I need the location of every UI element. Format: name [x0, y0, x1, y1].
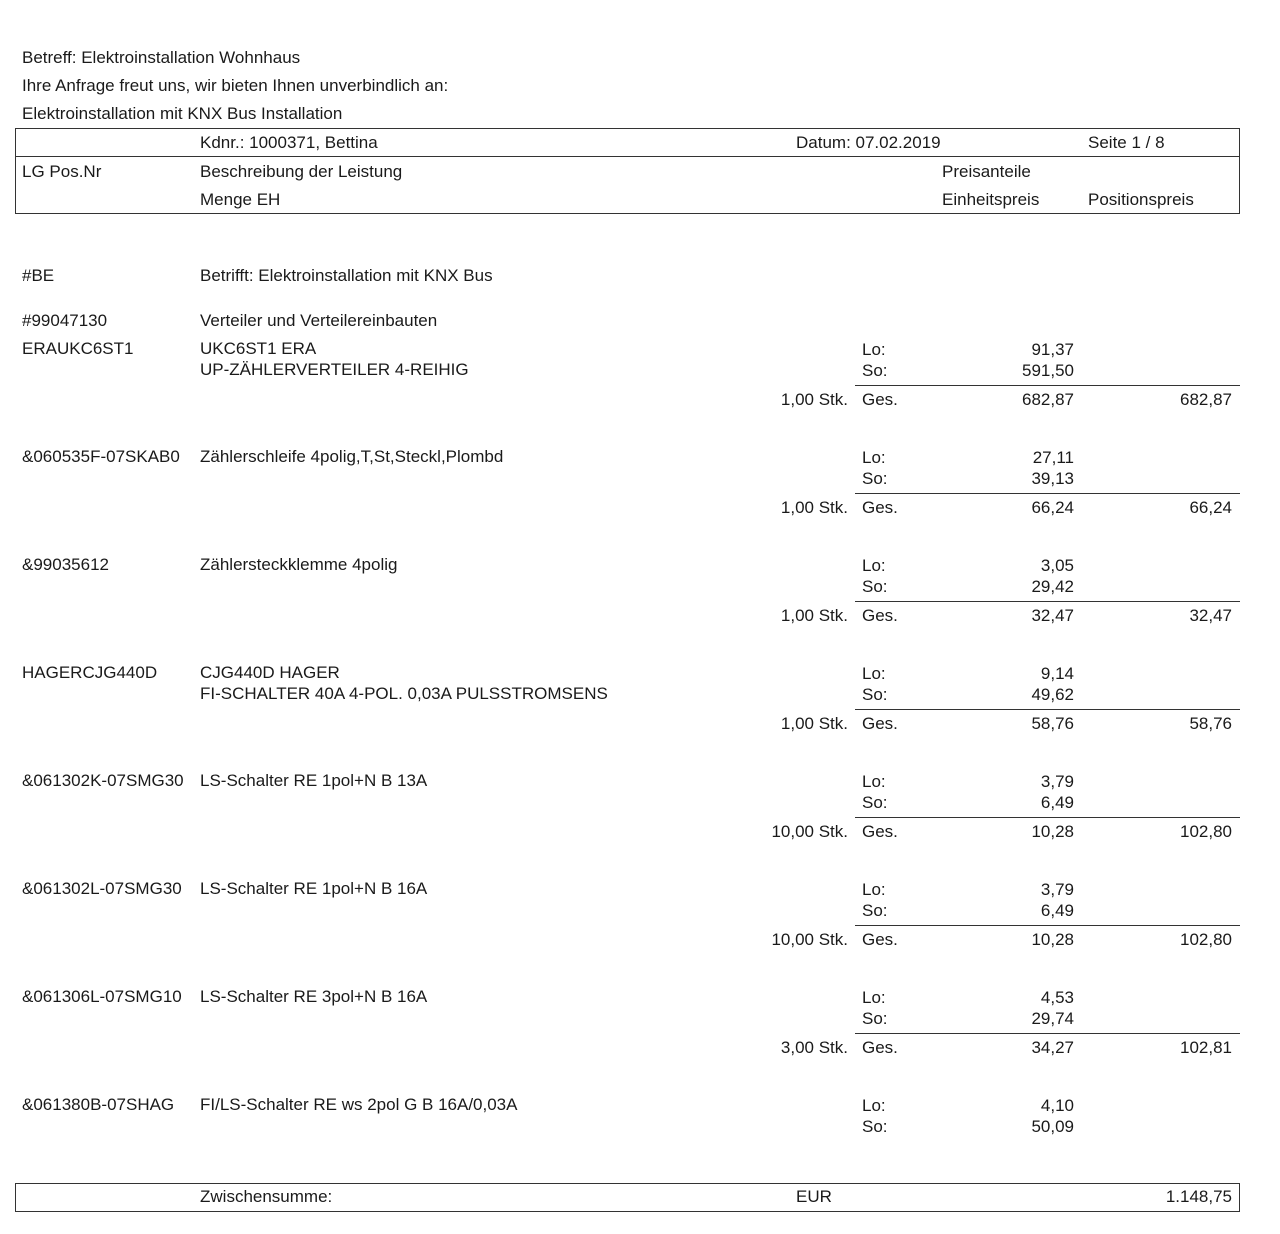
item-code: &061302K-07SMG30 — [22, 771, 184, 790]
column-header-unit-price: Einheitspreis — [942, 190, 1040, 209]
position-price: 66,24 — [1189, 498, 1232, 517]
item-code: &061302L-07SMG30 — [22, 879, 182, 898]
subtotal-divider — [855, 493, 1240, 494]
labor-value: 4,53 — [1040, 988, 1074, 1007]
material-label: So: — [862, 1117, 888, 1136]
position-price: 102,81 — [1180, 1038, 1232, 1057]
subject-line: Betreff: Elektroinstallation Wohnhaus — [22, 48, 301, 67]
group-title: Betrifft: Elektroinstallation mit KNX Bus — [200, 266, 493, 285]
material-label: So: — [862, 901, 888, 920]
total-label: Ges. — [862, 930, 898, 949]
material-label: So: — [862, 469, 888, 488]
customer-number: Kdnr.: 1000371, Bettina — [200, 133, 378, 152]
material-value: 29,74 — [1031, 1009, 1074, 1028]
subtotal-label: Zwischensumme: — [200, 1187, 333, 1206]
subtotal-divider — [855, 601, 1240, 602]
material-value: 29,42 — [1031, 577, 1074, 596]
item-code: &060535F-07SKAB0 — [22, 447, 180, 466]
labor-label: Lo: — [862, 988, 886, 1007]
intro-line: Ihre Anfrage freut uns, wir bieten Ihnen unverbindlich an: — [22, 76, 449, 95]
total-label: Ges. — [862, 714, 898, 733]
subtotal-divider — [855, 709, 1240, 710]
column-header-position-price: Positionspreis — [1088, 190, 1194, 209]
total-label: Ges. — [862, 498, 898, 517]
subtotal-divider — [855, 385, 1240, 386]
material-value: 50,09 — [1031, 1117, 1074, 1136]
material-value: 6,49 — [1040, 793, 1074, 812]
subtotal-currency: EUR — [796, 1187, 832, 1206]
item-code: &061380B-07SHAG — [22, 1095, 175, 1114]
item-code: &061306L-07SMG10 — [22, 987, 182, 1006]
labor-label: Lo: — [862, 448, 886, 467]
subtotal-divider — [855, 817, 1240, 818]
total-label: Ges. — [862, 822, 898, 841]
material-label: So: — [862, 685, 888, 704]
labor-value: 3,05 — [1040, 556, 1074, 575]
labor-label: Lo: — [862, 1096, 886, 1115]
column-header-price-parts: Preisanteile — [942, 162, 1031, 181]
item-description-extra: FI-SCHALTER 40A 4-POL. 0,03A PULSSTROMSENS — [200, 684, 608, 703]
item-description: LS-Schalter RE 3pol+N B 16A — [200, 987, 428, 1006]
labor-value: 91,37 — [1031, 340, 1074, 359]
group-code: #BE — [22, 266, 55, 285]
page-indicator: Seite 1 / 8 — [1088, 133, 1165, 152]
item-code: &99035612 — [22, 555, 109, 574]
item-description: FI/LS-Schalter RE ws 2pol G B 16A/0,03A — [200, 1095, 518, 1114]
material-value: 6,49 — [1040, 901, 1074, 920]
header-box — [15, 128, 1240, 214]
position-price: 58,76 — [1189, 714, 1232, 733]
labor-label: Lo: — [862, 664, 886, 683]
unit-price: 10,28 — [1031, 930, 1074, 949]
item-description: LS-Schalter RE 1pol+N B 13A — [200, 771, 428, 790]
item-description: LS-Schalter RE 1pol+N B 16A — [200, 879, 428, 898]
position-price: 682,87 — [1180, 390, 1232, 409]
project-line: Elektroinstallation mit KNX Bus Installation — [22, 104, 343, 123]
subgroup-title: Verteiler und Verteilereinbauten — [200, 311, 438, 330]
labor-value: 3,79 — [1040, 880, 1074, 899]
subtotal-box — [15, 1183, 1240, 1212]
material-label: So: — [862, 577, 888, 596]
item-quantity: 1,00 Stk. — [780, 498, 848, 517]
document-date: Datum: 07.02.2019 — [796, 133, 941, 152]
item-code: HAGERCJG440D — [22, 663, 158, 682]
labor-value: 9,14 — [1040, 664, 1074, 683]
item-description: UKC6ST1 ERA — [200, 339, 317, 358]
unit-price: 34,27 — [1031, 1038, 1074, 1057]
total-label: Ges. — [862, 390, 898, 409]
item-description: CJG440D HAGER — [200, 663, 340, 682]
item-quantity: 10,00 Stk. — [771, 822, 848, 841]
position-price: 102,80 — [1180, 930, 1232, 949]
material-label: So: — [862, 793, 888, 812]
labor-label: Lo: — [862, 340, 886, 359]
unit-price: 58,76 — [1031, 714, 1074, 733]
material-value: 39,13 — [1031, 469, 1074, 488]
subgroup-code: #99047130 — [22, 311, 108, 330]
unit-price: 10,28 — [1031, 822, 1074, 841]
column-header-description: Beschreibung der Leistung — [200, 162, 403, 181]
item-description-extra: UP-ZÄHLERVERTEILER 4-REIHIG — [200, 360, 469, 379]
unit-price: 682,87 — [1022, 390, 1074, 409]
total-label: Ges. — [862, 606, 898, 625]
position-price: 102,80 — [1180, 822, 1232, 841]
labor-value: 27,11 — [1032, 448, 1074, 467]
material-label: So: — [862, 1009, 888, 1028]
column-header-quantity: Menge EH — [200, 190, 281, 209]
labor-label: Lo: — [862, 772, 886, 791]
item-description: Zählerschleife 4polig,T,St,Steckl,Plombd — [200, 447, 504, 466]
labor-value: 4,10 — [1040, 1096, 1074, 1115]
material-label: So: — [862, 361, 888, 380]
subtotal-divider — [855, 1033, 1240, 1034]
column-header-pos: LG Pos.Nr — [22, 162, 102, 181]
material-value: 49,62 — [1031, 685, 1074, 704]
position-price: 32,47 — [1189, 606, 1232, 625]
item-quantity: 3,00 Stk. — [780, 1038, 848, 1057]
item-quantity: 1,00 Stk. — [780, 606, 848, 625]
labor-label: Lo: — [862, 556, 886, 575]
material-value: 591,50 — [1022, 361, 1074, 380]
header-divider — [15, 156, 1240, 157]
item-quantity: 1,00 Stk. — [780, 390, 848, 409]
item-code: ERAUKC6ST1 — [22, 339, 134, 358]
subtotal-amount: 1.148,75 — [1165, 1187, 1232, 1206]
item-quantity: 1,00 Stk. — [780, 714, 848, 733]
item-description: Zählersteckklemme 4polig — [200, 555, 398, 574]
unit-price: 66,24 — [1031, 498, 1074, 517]
item-quantity: 10,00 Stk. — [771, 930, 848, 949]
unit-price: 32,47 — [1031, 606, 1074, 625]
labor-label: Lo: — [862, 880, 886, 899]
subtotal-divider — [855, 925, 1240, 926]
total-label: Ges. — [862, 1038, 898, 1057]
labor-value: 3,79 — [1040, 772, 1074, 791]
